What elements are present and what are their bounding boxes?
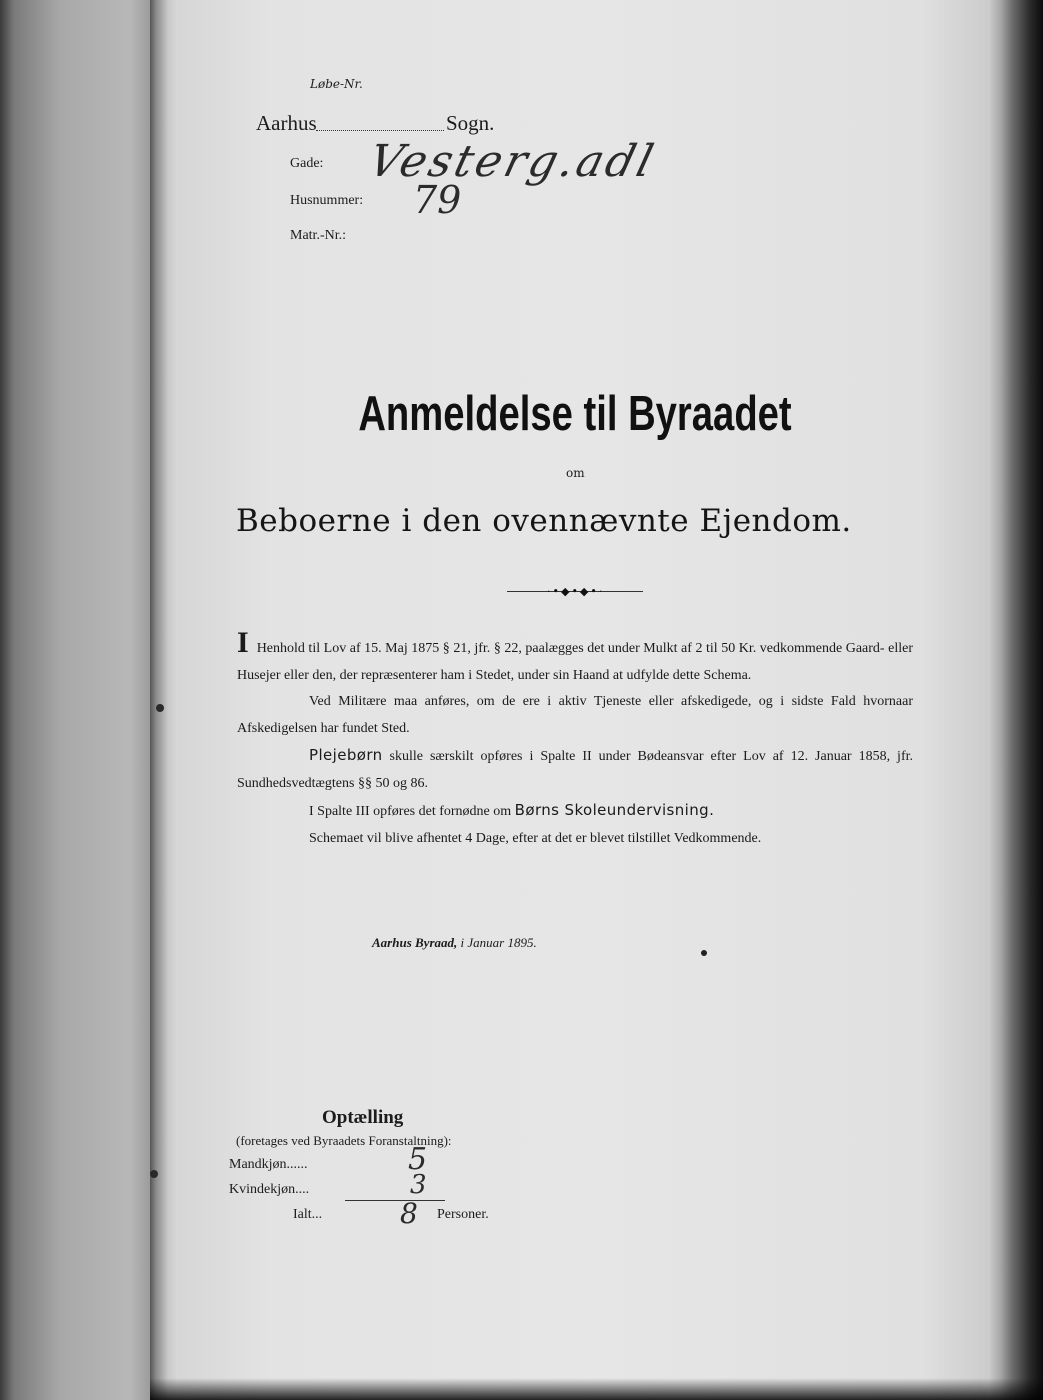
ink-spot (701, 950, 707, 956)
mandkjon-label: Mandkjøn...... (229, 1157, 308, 1172)
binding-hole (156, 704, 164, 712)
paragraph-4 (237, 797, 913, 826)
kvindekjon-handwritten-value: 3 (410, 1170, 427, 1200)
skoleundervisning-emphasis: Børns Skoleundervisning. (514, 801, 715, 819)
ialt-label: Ialt... (293, 1207, 323, 1222)
personer-label: Personer. (437, 1207, 489, 1222)
bottom-shadow (150, 1378, 1043, 1400)
paragraph-3-text: skulle særskilt opføres i Spalte II under Bødeansvar efter Lov af 12. Januar 1858, jfr. Sundhedsvedtægtens §§ 50 og 86. (237, 749, 913, 791)
paragraph-1 (237, 626, 913, 689)
document-subtitle: Beboerne i den ovennævnte Ejendom. (236, 503, 852, 539)
document-title (127, 386, 941, 442)
city-name: Aarhus (256, 111, 317, 135)
book-gutter (150, 0, 178, 1400)
mandkjon-handwritten-value: 5 (408, 1142, 428, 1177)
gade-handwritten-value: Vesterg.adl (363, 136, 662, 187)
loebe-nr-label: Løbe-Nr. (310, 77, 363, 91)
husnummer-handwritten-value: 79 (413, 178, 462, 222)
ornament-divider-glyphs: ·•◆•◆•· (547, 585, 605, 598)
sum-rule (345, 1200, 445, 1201)
plejeborn-emphasis: Plejebørn (309, 746, 383, 764)
count-title: Optælling (322, 1107, 404, 1128)
signature-line (372, 935, 537, 951)
gade-label: Gade: (290, 156, 324, 171)
ialt-handwritten-value: 8 (400, 1197, 418, 1230)
paragraph-1-text: Henhold til Lov af 15. Maj 1875 § 21, jfr. § 22, paalægges det under Mulkt af 2 til 50 Kr. vedkommende Gaard- eller Husejer eller den, der repræsenterer ham i Stedet, under sin Haand at udfylde dette Schema. (237, 641, 913, 683)
kvindekjon-label: Kvindekjøn.... (229, 1182, 310, 1197)
paragraph-5 (237, 826, 913, 853)
matr-nr-label: Matr.-Nr.: (290, 228, 346, 243)
sogn-dotted-line (316, 130, 444, 131)
husnummer-label: Husnummer: (290, 193, 364, 208)
left-page-edge (0, 0, 158, 1400)
paragraph-5-text: Schemaet vil blive afhentet 4 Dage, efter at det er blevet tilstillet Vedkommende. (309, 830, 762, 846)
instructions-text (237, 626, 913, 852)
paragraph-3 (237, 742, 913, 797)
paragraph-4-text: I Spalte III opføres det fornødne om (309, 804, 512, 819)
document-title-text: Anmeldelse til Byraadet (358, 387, 792, 441)
count-subtitle: (foretages ved Byraadets Foranstaltning): (236, 1133, 452, 1148)
paragraph-2-text: Ved Militære maa anføres, om de ere i aktiv Tjeneste eller afskedigede, og i sidste Fald hvornaar Afskedigelsen har fundet Sted. (237, 694, 913, 736)
signature-authority: Aarhus Byraad, (372, 935, 458, 950)
paragraph-2 (237, 689, 913, 742)
sogn-label: Sogn. (446, 111, 495, 135)
drop-cap: I (237, 626, 249, 659)
right-page-edge (990, 0, 1043, 1400)
title-connector: om (566, 466, 585, 480)
signature-date: i Januar 1895. (460, 935, 537, 950)
binding-hole (150, 1170, 158, 1178)
